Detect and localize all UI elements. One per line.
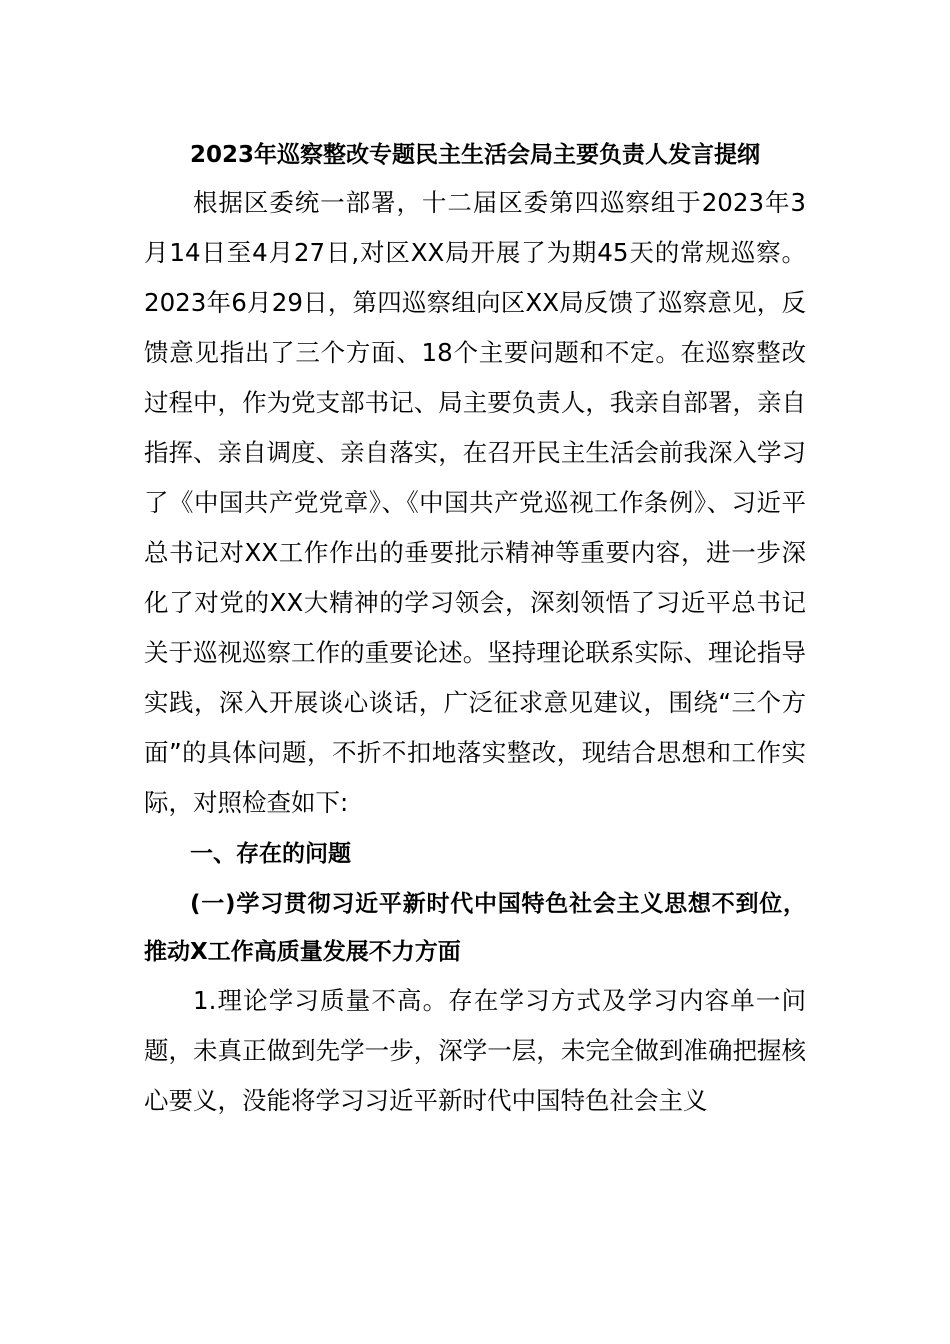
- point-paragraph-theory-study: 1.理论学习质量不高。存在学习方式及学习内容单一问题，未真正做到先学一步，深学一层，未完全做到准确把握核心要义，没能将学习习近平新时代中国特色社会主义: [144, 986, 806, 1115]
- section-heading-problems: 一、存在的问题: [190, 841, 351, 867]
- document-body: [144, 132, 806, 1126]
- document-title: 2023年巡察整改专题民主生活会局主要负责人发言提纲: [189, 142, 760, 168]
- intro-paragraph: 根据区委统一部署，十二届区委第四巡察组于2023年3月14日至4月27日,对区XX局开展了为期45天的常规巡察。2023年6月29日，第四巡察组向区XX局反馈了巡察意见，反馈意见指出了三个方面、18个主要问题和不定。在巡察整改过程中，作为党支部书记、局主要负责人，我亲自部署，亲自指挥、亲自调度、亲自落实，在召开民主生活会前我深入学习了《中国共产党党章》、《中国共产党巡视工作条例》、习近平总书记对XX工作作出的垂要批示精神等重要内容，进一步深化了对党的XX大精神的学习领会，深刻领悟了习近平总书记关于巡视巡察工作的重要论述。坚持理论联系实际、理论指导实践，深入开展谈心谈话，广泛征求意见建议，围绕“三个方面”的具体问题，不折不扣地落实整改，现结合思想和工作实际，对照检查如下:: [144, 188, 806, 817]
- subsection-heading-study: (一)学习贯彻习近平新时代中国特色社会主义思想不到位，推动X工作高质量发展不力方面: [144, 891, 806, 965]
